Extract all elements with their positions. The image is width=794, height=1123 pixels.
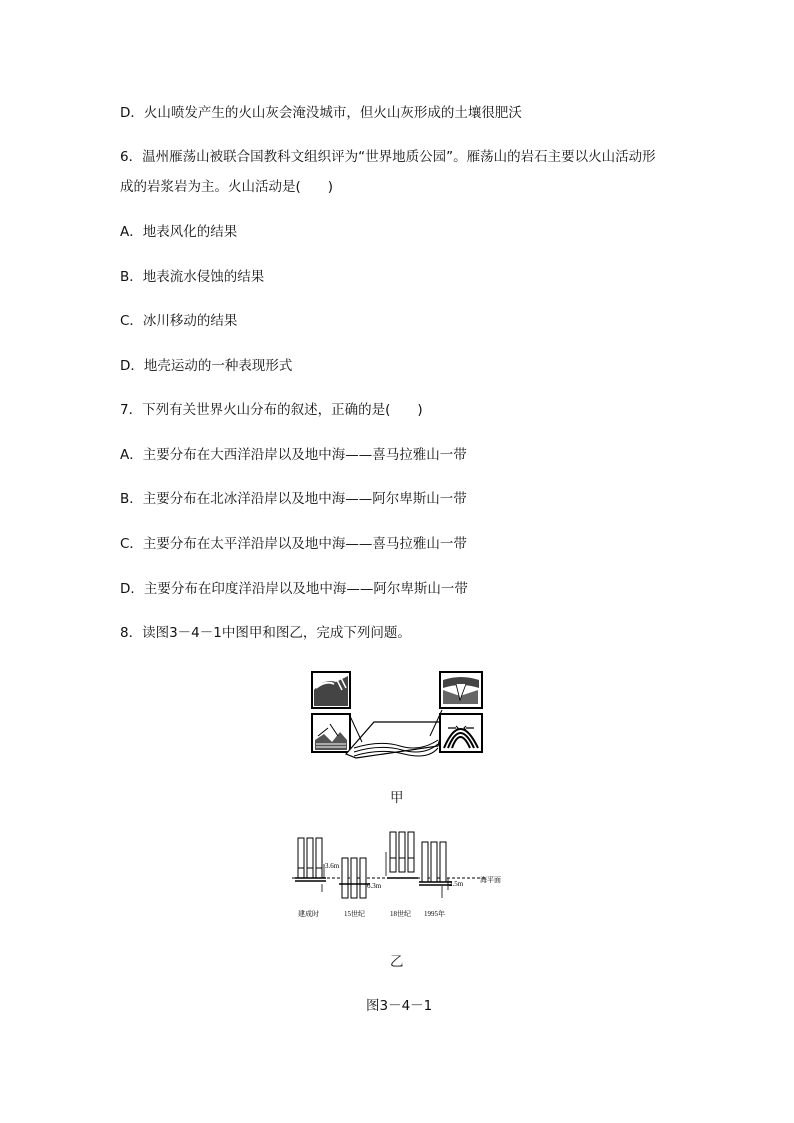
columns-1995 [419,842,452,885]
option-7a: A．主要分布在大西洋沿岸以及地中海——喜马拉雅山一带 [120,447,467,463]
columns-at-construction [295,838,326,881]
period-label-2: 15世纪 [344,910,365,918]
question-7: 7．下列有关世界火山分布的叙述，正确的是( ) [120,402,423,418]
option-6c: C．冰川移动的结果 [120,313,238,329]
sea-level-label: 海平面 [480,876,501,884]
option-7b: B．主要分布在北冰洋沿岸以及地中海——阿尔卑斯山一带 [120,491,467,507]
question-6-line-2: 成的岩浆岩为主。火山活动是( ) [120,179,334,195]
figure-yi-caption: 乙 [390,954,404,970]
period-label-1: 建成时 [298,910,319,918]
figure-caption: 图3－4－1 [366,998,433,1014]
option-7d: D．主要分布在印度洋沿岸以及地中海——阿尔卑斯山一带 [120,581,468,597]
question-8: 8．读图3－4－1中图甲和图乙，完成下列问题。 [120,625,411,641]
height-label-2: 6.3m [367,882,382,890]
period-label-3: 18世纪 [390,910,411,918]
option-6d: D．地壳运动的一种表现形式 [120,358,293,374]
option-7c: C．主要分布在太平洋沿岸以及地中海——喜马拉雅山一带 [120,536,467,552]
figure-jia-caption: 甲 [390,790,404,806]
question-6-line-1: 6．温州雁荡山被联合国教科文组织评为“世界地质公园”。雁荡山的岩石主要以火山活动形 [120,149,656,165]
option-5d: D．火山喷发产生的火山灰会淹没城市，但火山灰形成的土壤很肥沃 [120,105,522,121]
figure-yi-diagram [290,828,522,920]
option-6b: B．地表流水侵蚀的结果 [120,269,265,285]
figure-jia-diagram [310,670,486,762]
columns-15th-century [339,858,370,898]
option-6a: A．地表风化的结果 [120,224,238,240]
height-label-3: 2.5m [449,880,464,888]
period-label-4: 1995年 [424,910,445,918]
columns-18th-century [387,832,418,878]
height-label-1: 3.6m [325,862,340,870]
